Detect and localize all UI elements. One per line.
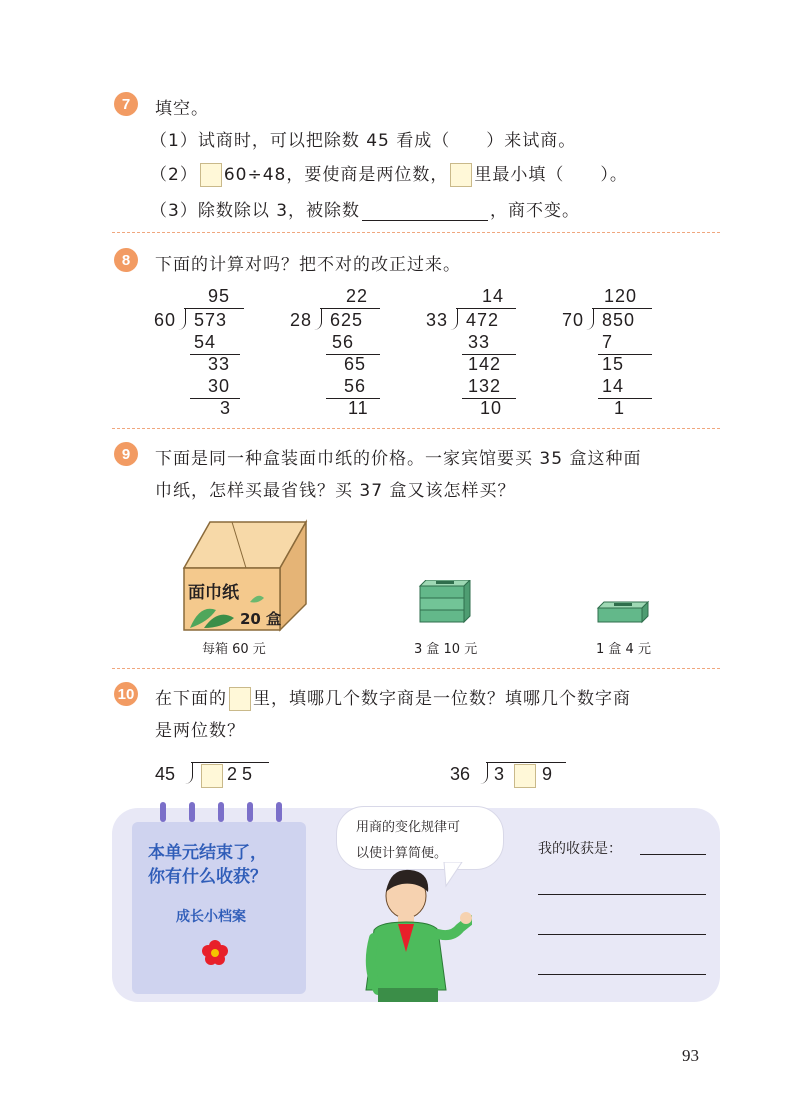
dividend: 573	[194, 310, 228, 330]
section-divider	[112, 428, 720, 429]
long-division-3	[422, 286, 532, 416]
question-7-part-3	[150, 196, 580, 221]
bubble-text-2: 以使计算简便。	[356, 846, 448, 861]
division-bar	[191, 762, 269, 763]
part-3-text-end: ，商不变。	[490, 201, 581, 221]
review-title-2: 你有什么收获？	[148, 867, 267, 887]
dividend: 850	[602, 310, 636, 330]
tissue-box-image	[596, 600, 650, 624]
division-bracket	[584, 308, 594, 330]
question-7-badge: 7	[114, 92, 138, 116]
question-10-line-1	[155, 684, 631, 711]
line-1-start: 在下面的	[155, 689, 227, 709]
line-1-end: 里，填哪几个数字商是一位数？填哪几个数字商	[253, 689, 631, 709]
growth-file-label: 成长小档案	[176, 909, 246, 925]
carton-count: 20 盒	[240, 610, 282, 628]
digit-box[interactable]	[201, 764, 223, 788]
divisor: 45	[155, 764, 176, 784]
divisor: 60	[154, 310, 177, 330]
binder-ring	[189, 802, 195, 822]
binder-ring	[276, 802, 282, 822]
question-10-line-2: 是两位数？	[155, 721, 245, 741]
division-bar	[320, 308, 380, 309]
remainder: 3	[220, 398, 232, 418]
digit-box[interactable]	[514, 764, 536, 788]
answer-blank[interactable]	[362, 203, 488, 221]
bubble-text-1: 用商的变化规律可	[356, 820, 461, 835]
section-divider	[112, 668, 720, 669]
dividend: 625	[330, 310, 364, 330]
answer-box[interactable]	[450, 163, 472, 187]
quotient: 22	[346, 286, 369, 306]
step-2: 142	[468, 354, 502, 374]
division-bracket	[176, 308, 186, 330]
step-1: 54	[194, 332, 217, 352]
section-divider	[112, 232, 720, 233]
division-problem-1	[155, 762, 275, 792]
step-3: 132	[468, 376, 502, 396]
step-2: 15	[602, 354, 625, 374]
review-title-1: 本单元结束了，	[148, 843, 267, 863]
step-1: 7	[602, 332, 614, 352]
remainder: 10	[480, 398, 503, 418]
part-3-text: （3）除数除以 3，被除数	[150, 201, 361, 221]
quotient: 14	[482, 286, 505, 306]
writing-line[interactable]	[538, 974, 706, 975]
division-bracket	[312, 308, 322, 330]
division-bracket	[183, 762, 193, 784]
dividend-first: 3	[494, 764, 505, 784]
example-box	[229, 687, 251, 711]
division-bar	[486, 762, 566, 763]
step-3: 56	[344, 376, 367, 396]
part-2-text-end: 里最小填（ ）。	[474, 165, 628, 185]
question-8-title: 下面的计算对吗？把不对的改正过来。	[155, 255, 461, 275]
division-bar	[592, 308, 652, 309]
binder-ring	[160, 802, 166, 822]
divisor: 33	[426, 310, 449, 330]
step-line	[190, 398, 240, 399]
binder-ring	[247, 802, 253, 822]
step-2: 33	[208, 354, 231, 374]
step-1: 56	[332, 332, 355, 352]
division-bracket	[478, 762, 488, 784]
divisor: 28	[290, 310, 313, 330]
question-9-badge: 9	[114, 442, 138, 466]
long-division-4	[558, 286, 668, 416]
question-10-badge: 10	[114, 682, 138, 706]
price-one-box: 1 盒 4 元	[596, 642, 651, 657]
tissue-stack-image	[418, 580, 472, 624]
binder-ring	[218, 802, 224, 822]
long-division-1	[150, 286, 260, 416]
long-division-2	[286, 286, 396, 416]
boy-illustration	[360, 868, 472, 1004]
page-number: 93	[682, 1046, 699, 1065]
remainder: 1	[614, 398, 626, 418]
dividend: 472	[466, 310, 500, 330]
quotient: 120	[604, 286, 638, 306]
flower-icon	[202, 940, 228, 966]
step-1: 33	[468, 332, 491, 352]
step-3: 30	[208, 376, 231, 396]
writing-line[interactable]	[538, 934, 706, 935]
division-bracket	[448, 308, 458, 330]
quotient: 95	[208, 286, 231, 306]
part-2-label: （2）	[150, 165, 198, 185]
question-7-part-1: （1）试商时，可以把除数 45 看成（ ）来试商。	[150, 131, 577, 151]
question-7-title: 填空。	[155, 99, 209, 119]
price-three-boxes: 3 盒 10 元	[414, 642, 478, 657]
question-8-badge: 8	[114, 248, 138, 272]
question-9-line-2: 巾纸，怎样买最省钱？买 37 盒又该怎样买？	[155, 481, 516, 501]
dividend-last: 9	[542, 764, 553, 784]
question-9-line-1: 下面是同一种盒装面巾纸的价格。一家宾馆要买 35 盒这种面	[155, 449, 642, 469]
carton-label: 面巾纸	[188, 583, 239, 603]
dividend-rest: 2 5	[227, 764, 253, 784]
division-problem-2	[450, 762, 580, 792]
price-carton: 每箱 60 元	[202, 642, 266, 657]
step-2: 65	[344, 354, 367, 374]
step-3: 14	[602, 376, 625, 396]
writing-line[interactable]	[640, 854, 706, 855]
divisor: 36	[450, 764, 471, 784]
division-bar	[456, 308, 516, 309]
remainder: 11	[348, 398, 369, 418]
question-7-part-2	[150, 160, 628, 187]
division-bar	[184, 308, 244, 309]
harvest-label: 我的收获是：	[538, 841, 622, 857]
writing-line[interactable]	[538, 894, 706, 895]
part-2-text: 60÷48，要使商是两位数，	[223, 165, 449, 185]
answer-box[interactable]	[200, 163, 222, 187]
divisor: 70	[562, 310, 585, 330]
